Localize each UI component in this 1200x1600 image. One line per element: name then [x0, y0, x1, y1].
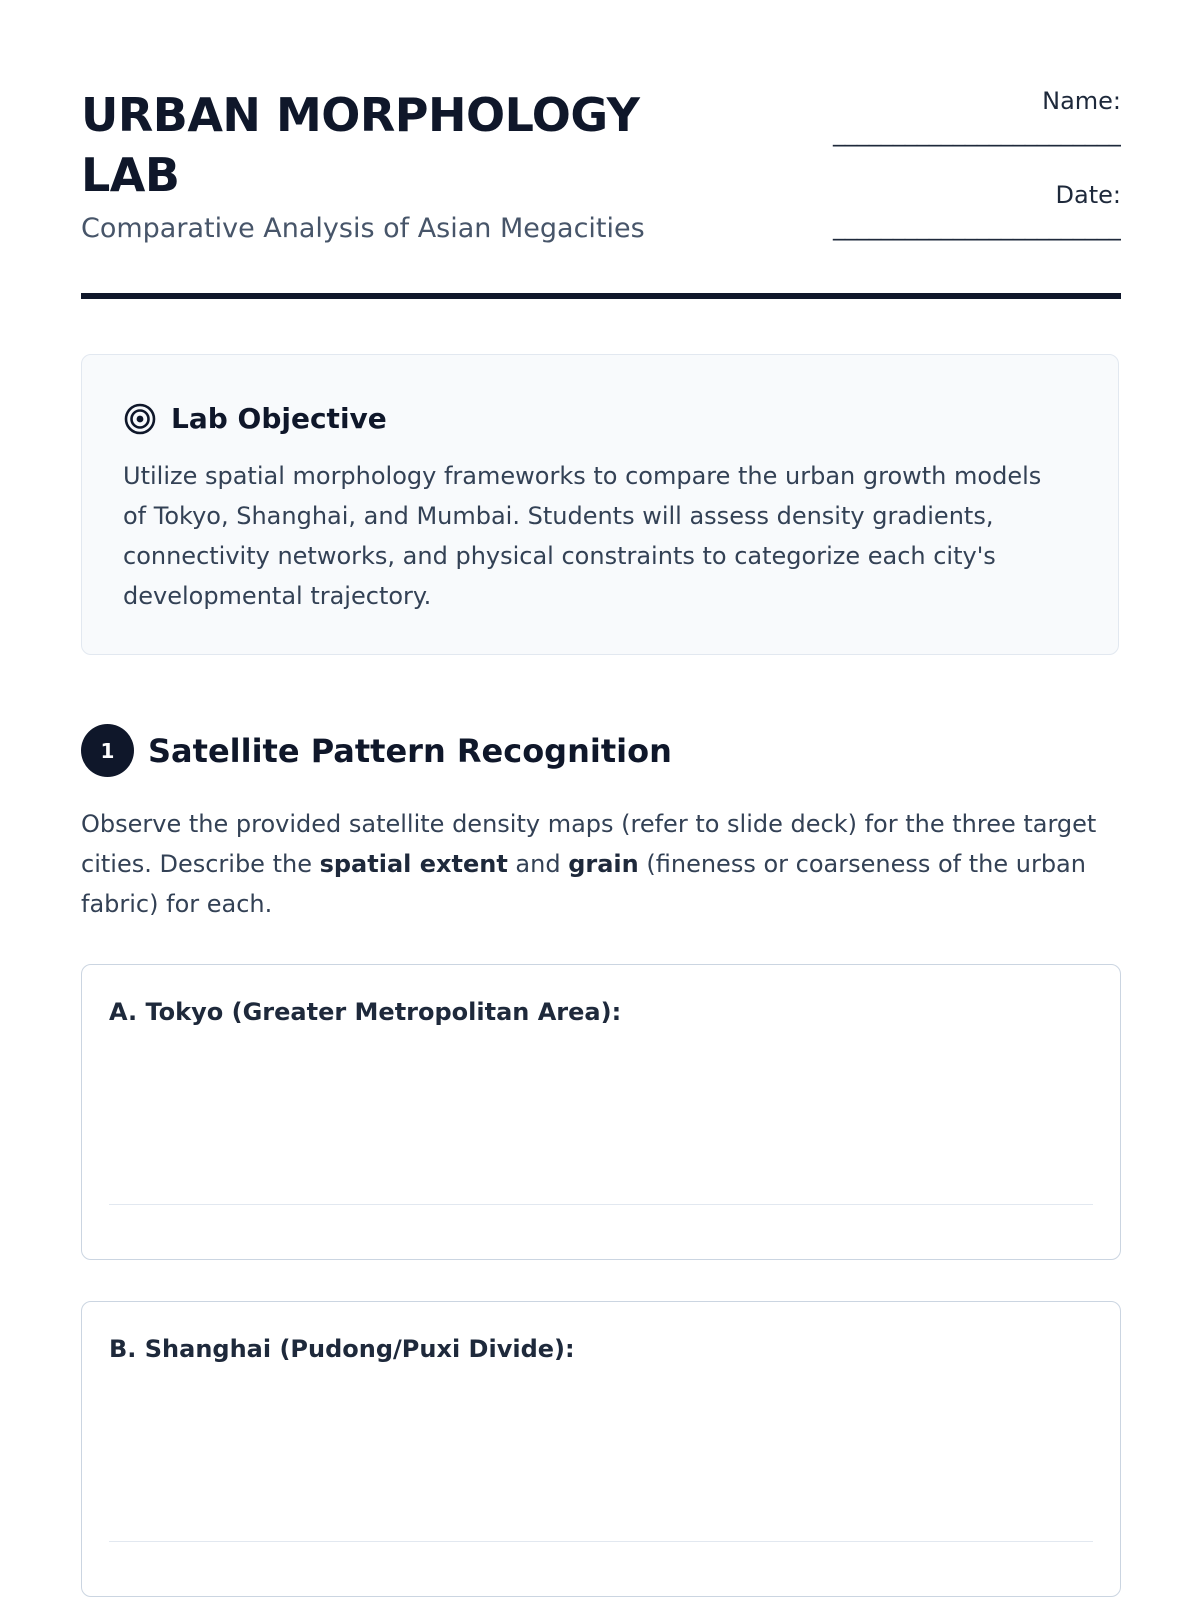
name-row	[721, 84, 1121, 178]
instructions-text-1: Observe the provided satellite density maps (refer to slide deck) for the three target cities. Describe the	[81, 810, 1097, 878]
answer-box-shanghai[interactable]	[81, 1301, 1121, 1597]
header-divider	[81, 293, 1121, 299]
name-field[interactable]: ________________________	[833, 119, 1121, 147]
objective-card	[81, 354, 1119, 655]
instructions-text-3: (fineness or coarseness of the urban fabric) for each.	[81, 850, 1086, 918]
name-label: Name:	[1042, 87, 1121, 115]
date-field[interactable]: ________________________	[833, 213, 1121, 241]
instructions-bold-grain: grain	[568, 850, 639, 878]
instructions-bold-spatial-extent: spatial extent	[319, 850, 508, 878]
date-label: Date:	[1055, 181, 1121, 209]
section-instructions	[81, 804, 1121, 924]
objective-title: Lab Objective	[171, 402, 387, 435]
student-meta	[721, 84, 1121, 272]
answer-label-shanghai: B. Shanghai (Pudong/Puxi Divide):	[109, 1335, 575, 1363]
header	[81, 80, 1121, 250]
section-1-header	[81, 724, 672, 777]
answer-label-tokyo: A. Tokyo (Greater Metropolitan Area):	[109, 998, 622, 1026]
date-row	[721, 178, 1121, 272]
target-icon	[123, 402, 157, 436]
instructions-text-2: and	[507, 850, 569, 878]
page-title: URBAN MORPHOLOGY LAB	[81, 88, 640, 202]
section-title: Satellite Pattern Recognition	[148, 731, 672, 770]
objective-text: Utilize spatial morphology frameworks to compare the urban growth models of Tokyo, Shanghai, and Mumbai. Students will assess density gradients, connectivity networks, and physical constraints to categorize each city's developmental trajectory.	[123, 462, 1042, 610]
page-subtitle: Comparative Analysis of Asian Megacities	[81, 213, 645, 244]
objective-header	[123, 399, 387, 439]
answer-line	[109, 1204, 1093, 1205]
answer-box-tokyo[interactable]	[81, 964, 1121, 1260]
section-number-badge: 1	[81, 724, 134, 777]
answer-line	[109, 1541, 1093, 1542]
